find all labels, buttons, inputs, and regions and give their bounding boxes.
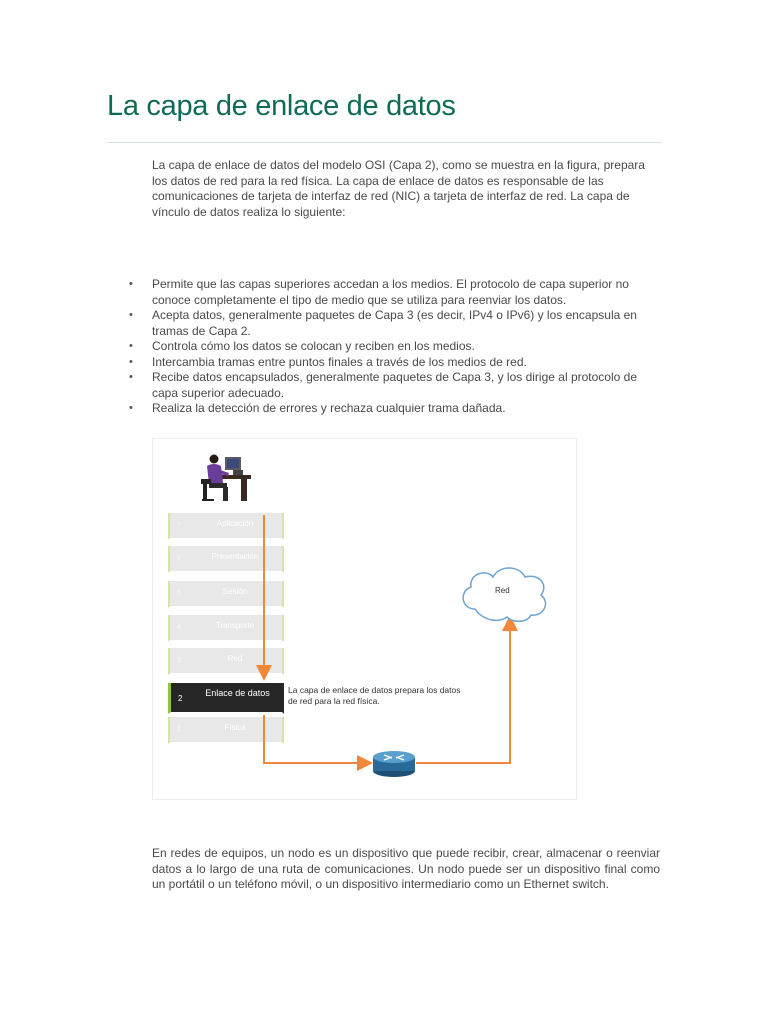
list-item: • Recibe datos encapsulados, generalmente paquetes de Capa 3, y los dirige al protocolo de capa superior adecuado. [152,370,662,401]
outro-paragraph: En redes de equipos, un nodo es un dispositivo que puede recibir, crear, almacenar o reenviar datos a lo largo de una ruta de comunicaciones. Un nodo puede ser un dispositivo final como un portátil o un teléfono móvil, o un dispositivo intermediario como un Ethernet switch. [152,846,660,891]
list-item: • Acepta datos, generalmente paquetes de Capa 3 (es decir, IPv4 o IPv6) y los encapsula en tramas de Capa 2. [152,308,662,339]
list-item: • Controla cómo los datos se colocan y reciben en los medios. [152,339,662,355]
list-item: • Realiza la detección de errores y rechaza cualquier trama dañada. [152,401,662,417]
layer-number: 2 [178,694,183,703]
layer-name: Transporte [215,621,255,630]
function-list [152,277,662,417]
router-icon [373,751,415,777]
list-item: • Intercambia tramas entre puntos finales a través de los medios de red. [152,355,662,371]
page-title: La capa de enlace de datos [107,90,456,122]
layer-name: Red [227,654,243,663]
layer-number: 3 [177,657,181,664]
intro-paragraph: La capa de enlace de datos del modelo OSI (Capa 2), como se muestra en la figura, prepara los datos de red para la red física. La capa de enlace de datos es responsable de las comunicaciones de tarjeta de interfaz de red (NIC) a tarjeta de interfaz de red. La capa de vínculo de datos realiza lo siguiente: [152,158,645,219]
layer-number: 1 [177,726,181,733]
layer-number: 7 [177,522,181,529]
layer-number: 6 [177,555,181,562]
layer-number: 5 [177,590,181,597]
list-item: • Permite que las capas superiores accedan a los medios. El protocolo de capa superior no conoce completamente el tipo de medio que se utiliza para reenviar los datos. [152,277,662,308]
layer-name: Aplicación [216,519,254,528]
layer-name: Física [224,723,246,732]
title-divider [107,142,662,143]
data-link-note: La capa de enlace de datos prepara los datos de red para la red física. [288,685,461,706]
layer-name: Presentación [211,552,259,561]
cloud-label: Red [495,586,510,595]
link-to-router-arrow [264,715,369,763]
layer-name: Sesión [222,587,248,596]
layer-number: 4 [177,624,181,631]
data-flow-diagram [153,439,578,801]
layer-name: Enlace de datos [205,688,270,698]
osi-figure [152,438,577,800]
